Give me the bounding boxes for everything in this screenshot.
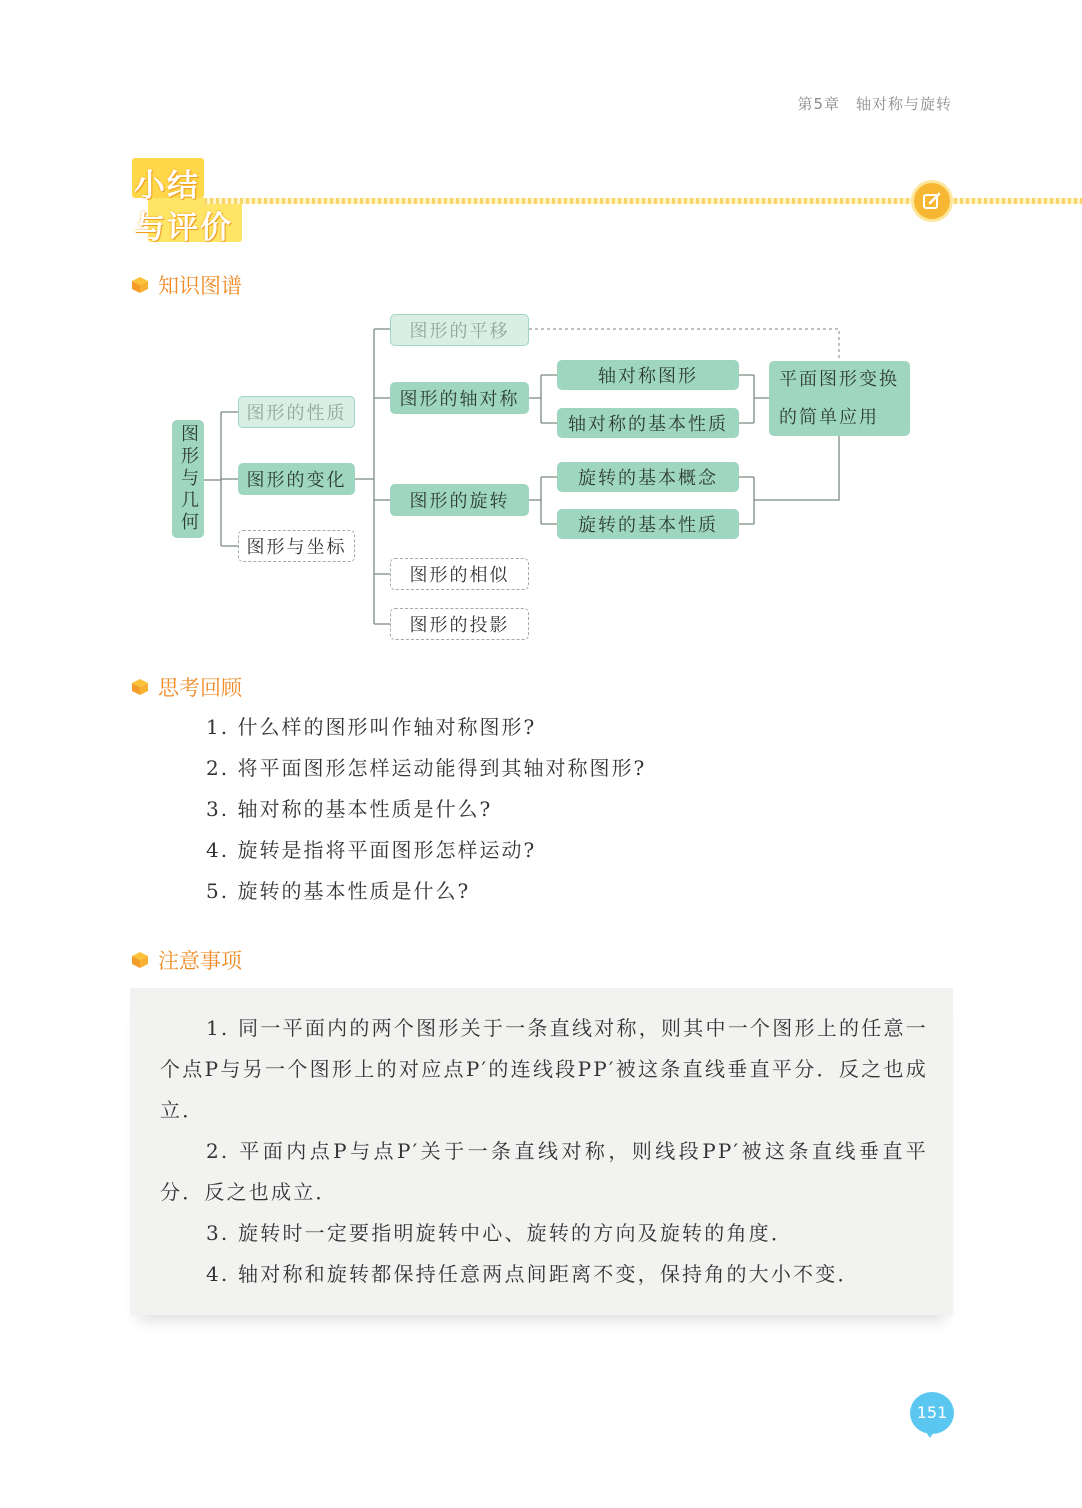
note-item: 2. 平面内点P与点P′关于一条直线对称，则线段PP′被这条直线垂直平分．反之也成立． (160, 1139, 928, 1204)
node-properties: 图形的性质 (238, 396, 355, 428)
section-review (130, 672, 242, 702)
node-projection: 图形的投影 (390, 608, 529, 640)
node-axial: 图形的轴对称 (390, 382, 529, 414)
node-root: 图形与几何 (172, 420, 204, 538)
question-item: 5. 旋转的基本性质是什么? (206, 879, 471, 903)
node-similarity: 图形的相似 (390, 558, 529, 590)
question-item: 3. 轴对称的基本性质是什么? (206, 797, 493, 821)
node-application-line2: 的简单应用 (779, 406, 879, 428)
node-application-line1: 平面图形变换 (779, 368, 899, 390)
banner-line1: 小结 (134, 168, 200, 204)
cube-icon (130, 950, 150, 970)
review-questions (206, 707, 646, 912)
chapter-title: 轴对称与旋转 (855, 95, 952, 113)
note-item: 3. 旋转时一定要指明旋转中心、旋转的方向及旋转的角度． (206, 1221, 794, 1245)
question-item: 2. 将平面图形怎样运动能得到其轴对称图形? (206, 756, 647, 780)
note-item: 1. 同一平面内的两个图形关于一条直线对称，则其中一个图形上的任意一个点P与另一个图形上的对应点P′的连线段PP′被这条直线垂直平分．反之也成立． (160, 1016, 928, 1122)
node-rotation-concept: 旋转的基本概念 (557, 462, 739, 492)
node-axial-property: 轴对称的基本性质 (557, 408, 739, 438)
note-item: 4. 轴对称和旋转都保持任意两点间距离不变，保持角的大小不变． (206, 1262, 860, 1286)
section-title-text: 思考回顾 (158, 676, 242, 700)
node-axial-figure: 轴对称图形 (557, 360, 739, 390)
chapter-number: 第5章 (797, 95, 840, 113)
section-title-text: 知识图谱 (158, 274, 242, 298)
question-item: 1. 什么样的图形叫作轴对称图形? (206, 715, 537, 739)
section-title-text: 注意事项 (158, 949, 242, 973)
notes-box (130, 988, 953, 1315)
page-number: 151 (916, 1403, 948, 1422)
page-number-badge (910, 1392, 954, 1436)
banner-line2: 与评价 (134, 210, 233, 246)
node-transform: 图形的变化 (238, 463, 355, 495)
node-rotation: 图形的旋转 (390, 484, 529, 516)
node-rotation-property: 旋转的基本性质 (557, 509, 739, 539)
section-notes (130, 945, 242, 975)
node-application (769, 361, 910, 436)
node-translation: 图形的平移 (390, 314, 529, 346)
cube-icon (130, 677, 150, 697)
question-item: 4. 旋转是指将平面图形怎样运动? (206, 838, 537, 862)
node-coordinates: 图形与坐标 (238, 530, 355, 562)
